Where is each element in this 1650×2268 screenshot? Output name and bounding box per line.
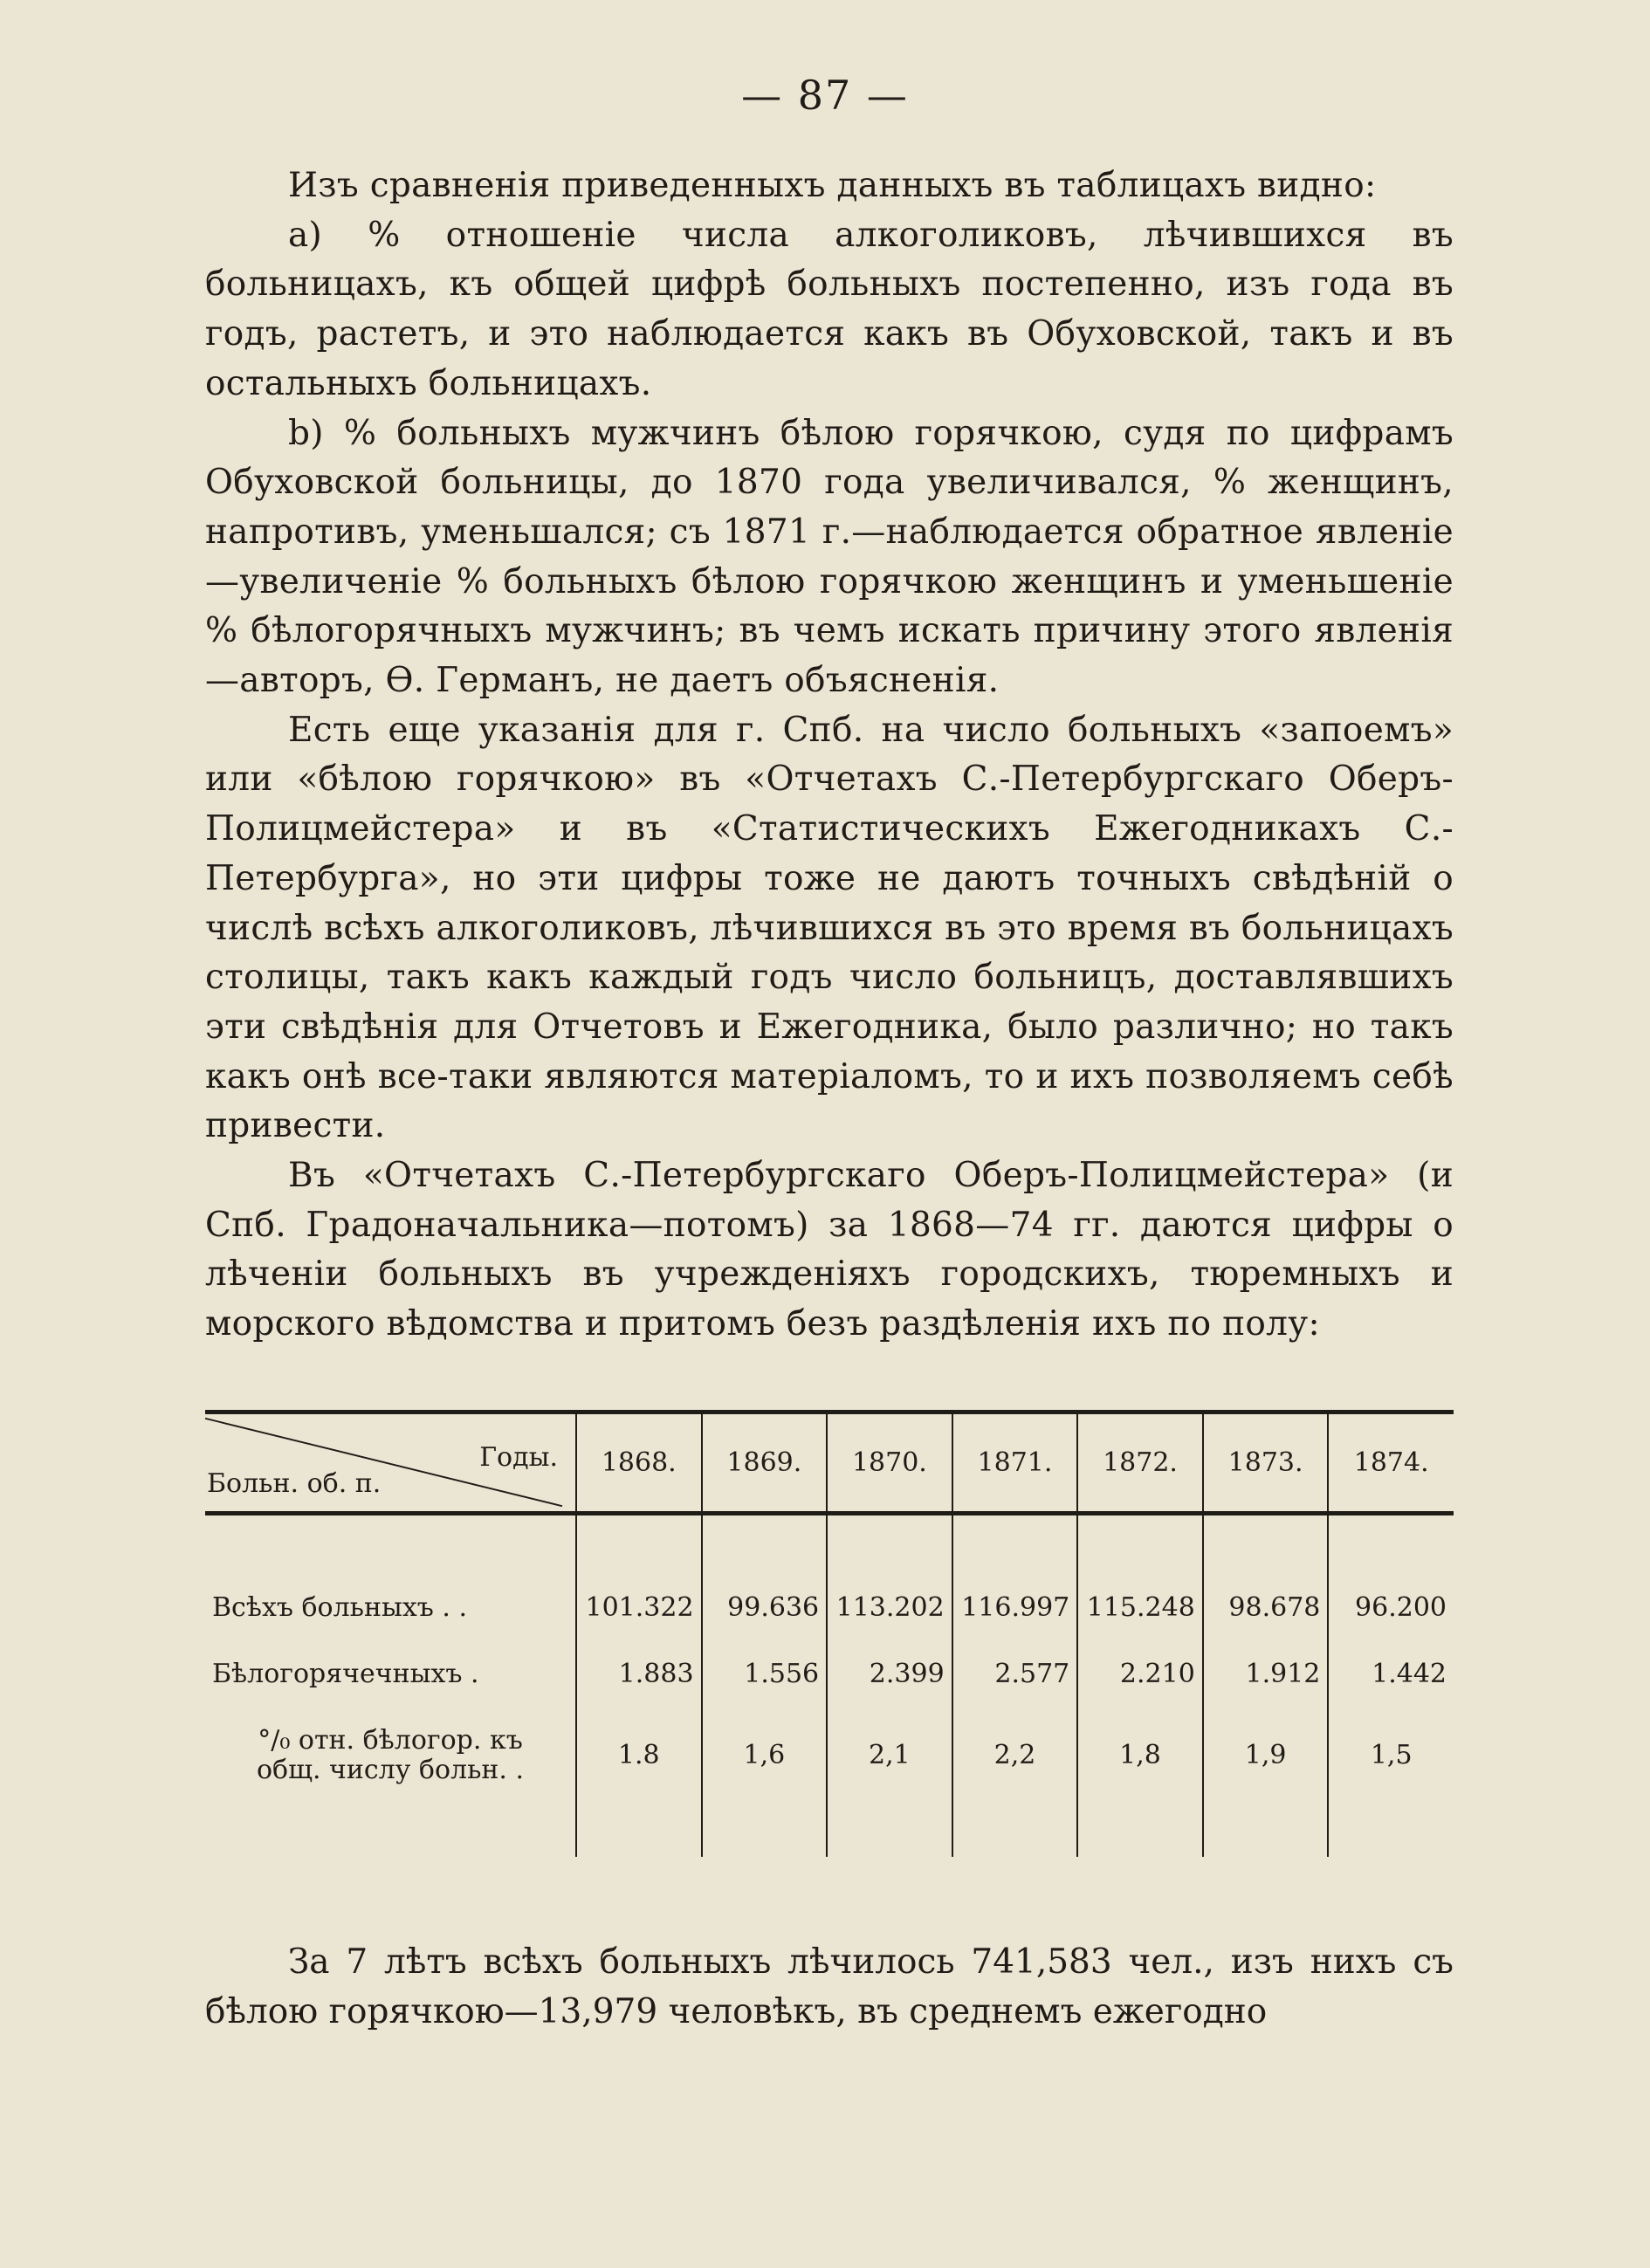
table-row <box>205 1707 1454 1804</box>
table-cell: 1.883 <box>576 1641 702 1708</box>
corner-label-patients: Больн. об. п. <box>207 1468 382 1499</box>
body-text <box>205 162 1454 1350</box>
table-cell: 101.322 <box>576 1575 702 1641</box>
table-cell: 96.200 <box>1328 1575 1454 1641</box>
table-cell: 1,6 <box>702 1707 828 1804</box>
table-row <box>205 1575 1454 1641</box>
table-cell: 1,5 <box>1328 1707 1454 1804</box>
paragraph: За 7 лѣтъ всѣхъ больныхъ лѣчилось 741,583 чел., изъ нихъ съ бѣлою горячкою—13,979 человѣкъ, въ среднемъ ежегодно <box>205 1942 1454 2031</box>
year-header: 1871. <box>952 1412 1078 1514</box>
year-header: 1873. <box>1203 1412 1329 1514</box>
paragraph: Въ «Отчетахъ С.-Петербургскаго Оберъ-Полицмейстера» (и Спб. Градоначальника—потомъ) за 1868—74 гг. даются цифры о лѣченіи больныхъ въ учрежденіяхъ городскихъ, тюремныхъ и морского вѣдомства и притомъ безъ раздѣленія ихъ по полу: <box>205 1156 1454 1344</box>
row-label: Всѣхъ больныхъ . . <box>212 1592 468 1624</box>
table-cell: 1,8 <box>1077 1707 1203 1804</box>
row-label: Бѣлогорячечныхъ . <box>212 1659 479 1690</box>
paragraph: a) % отношеніе числа алкоголиковъ, лѣчившихся въ больницахъ, къ общей цифрѣ больныхъ постепенно, изъ года въ годъ, растетъ, и это наблюдается какъ въ Обуховской, такъ и въ остальныхъ больницахъ. <box>205 215 1454 403</box>
table-cell: 1.556 <box>702 1641 828 1708</box>
year-header: 1869. <box>702 1412 828 1514</box>
row-label-line: общ. числу больн. . <box>256 1754 525 1785</box>
table-cell: 2,2 <box>952 1707 1078 1804</box>
table-cell: 115.248 <box>1077 1575 1203 1641</box>
year-header: 1870. <box>827 1412 952 1514</box>
table-cell: 1,9 <box>1203 1707 1329 1804</box>
paragraph: b) % больныхъ мужчинъ бѣлою горячкою, судя по цифрамъ Обуховской больницы, до 1870 года увеличивался, % женщинъ, напротивъ, уменьшался; съ 1871 г.—наблюдается обратное явленіе—увеличеніе % больныхъ бѣлою горячкою женщинъ и уменьшеніе % бѣлогорячныхъ мужчинъ; въ чемъ искать причину этого явленія—авторъ, Ѳ. Германъ, не даетъ объясненія. <box>205 413 1454 701</box>
statistics-table <box>205 1410 1454 1857</box>
corner-label-years: Годы. <box>479 1442 558 1473</box>
paragraph: Изъ сравненія приведенныхъ данныхъ въ таблицахъ видно: <box>288 166 1377 205</box>
table-cell: 2.577 <box>952 1641 1078 1708</box>
table-corner-header <box>205 1412 576 1514</box>
table-cell: 98.678 <box>1203 1575 1329 1641</box>
table-cell: 2.399 <box>827 1641 952 1708</box>
table-cell: 99.636 <box>702 1575 828 1641</box>
table-cell: 113.202 <box>827 1575 952 1641</box>
row-label-line: °/₀ отн. бѣлогор. къ <box>258 1724 523 1756</box>
table-cell: 116.997 <box>952 1575 1078 1641</box>
table-cell: 2,1 <box>827 1707 952 1804</box>
paragraph: Есть еще указанія для г. Спб. на число больныхъ «запоемъ» или «бѣлою горячкою» въ «Отчетахъ С.-Петербургскаго Оберъ-Полицмейстера» и въ «Статистическихъ Ежегодникахъ С.-Петербурга», но эти цифры тоже не даютъ точныхъ свѣдѣній о числѣ всѣхъ алкоголиковъ, лѣчившихся въ это время въ больницахъ столицы, такъ какъ каждый годъ число больницъ, доставлявшихъ эти свѣдѣнія для Отчетовъ и Ежегодника, было различно; но такъ какъ онѣ все-таки являются матеріаломъ, то и ихъ позволяемъ себѣ привести. <box>205 710 1454 1146</box>
year-header: 1868. <box>576 1412 702 1514</box>
table-cell: 1.442 <box>1328 1641 1454 1708</box>
table-row <box>205 1641 1454 1708</box>
table-cell: 1.8 <box>576 1707 702 1804</box>
row-label <box>205 1707 576 1804</box>
page-number: — 87 — <box>741 72 909 119</box>
year-header: 1874. <box>1328 1412 1454 1514</box>
year-header: 1872. <box>1077 1412 1203 1514</box>
table-cell: 1.912 <box>1203 1641 1329 1708</box>
bottom-text <box>205 1938 1454 2037</box>
table-cell: 2.210 <box>1077 1641 1203 1708</box>
